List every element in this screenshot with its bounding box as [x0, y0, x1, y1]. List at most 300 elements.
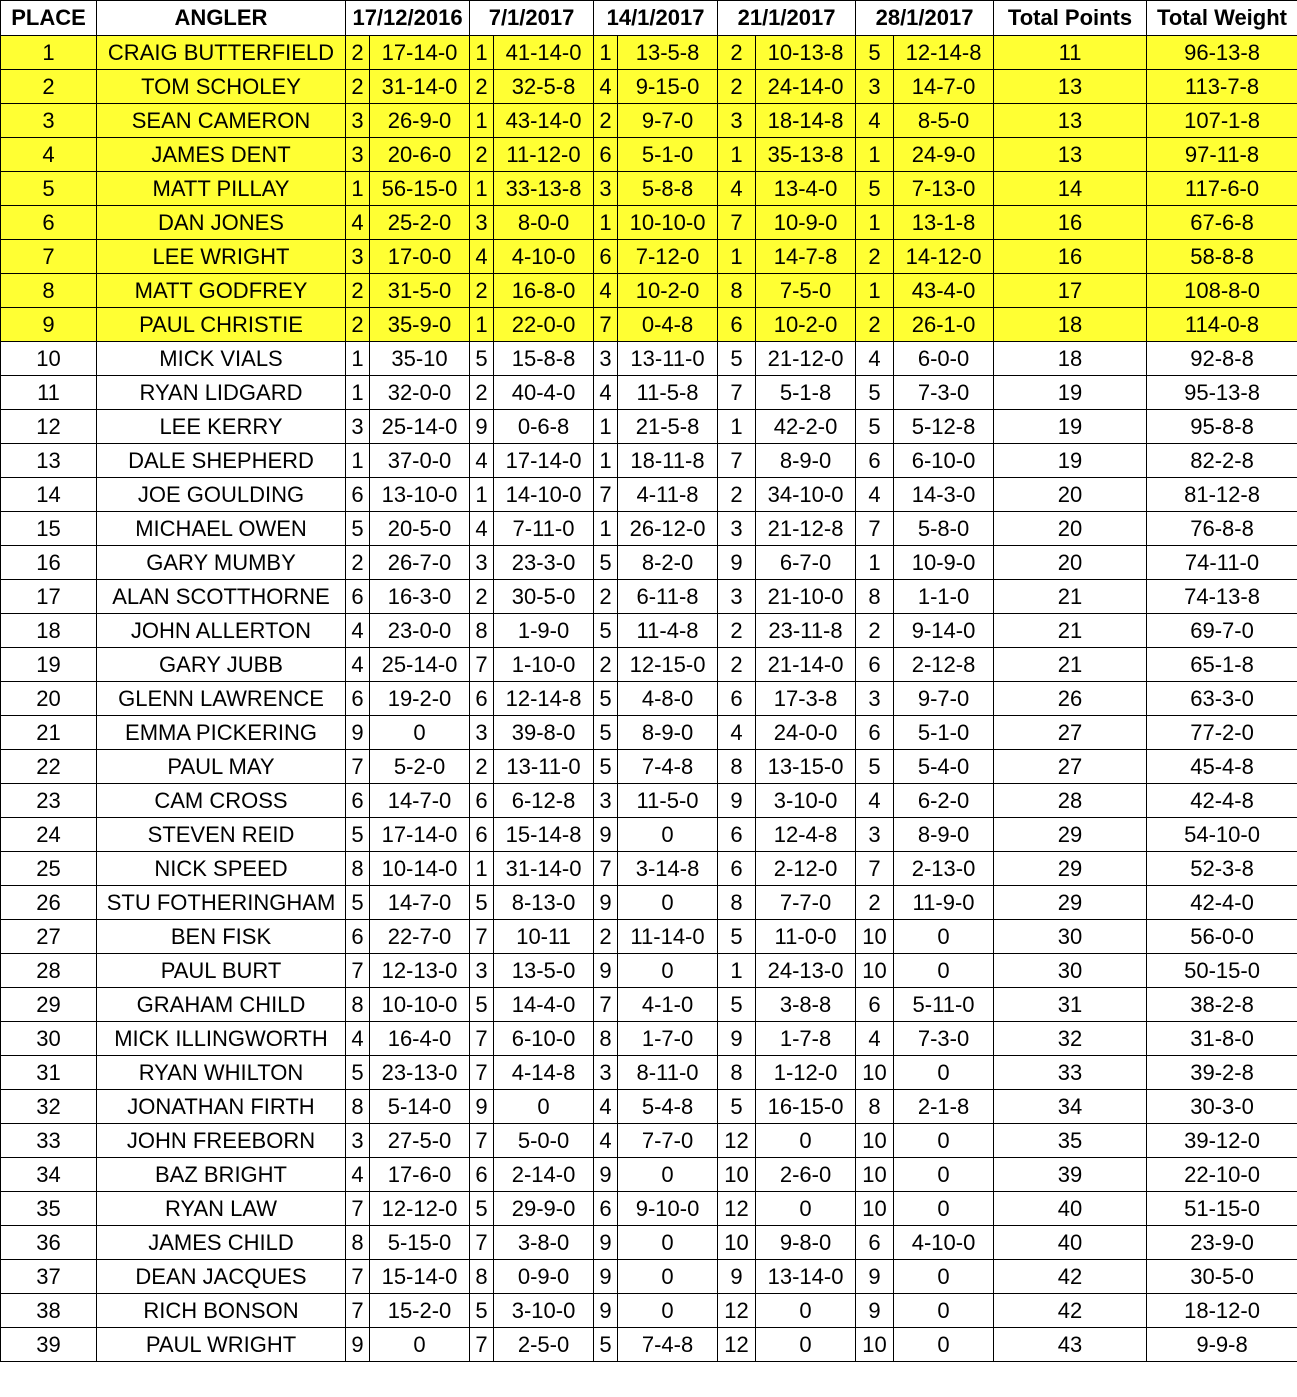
round-3-weight-cell[interactable]: 7-7-0 — [618, 1124, 718, 1158]
round-2-points-cell[interactable]: 2 — [470, 274, 494, 308]
angler-cell[interactable]: STEVEN REID — [97, 818, 346, 852]
round-5-weight-cell[interactable]: 0 — [894, 1260, 994, 1294]
round-5-points-cell[interactable]: 4 — [856, 342, 894, 376]
round-2-weight-cell[interactable]: 40-4-0 — [494, 376, 594, 410]
round-2-weight-cell[interactable]: 1-10-0 — [494, 648, 594, 682]
round-5-points-cell[interactable]: 7 — [856, 512, 894, 546]
place-cell[interactable]: 28 — [1, 954, 97, 988]
total-points-cell[interactable]: 28 — [994, 784, 1147, 818]
round-5-weight-cell[interactable]: 4-10-0 — [894, 1226, 994, 1260]
round-2-points-cell[interactable]: 7 — [470, 1328, 494, 1362]
round-5-points-cell[interactable]: 3 — [856, 818, 894, 852]
round-1-points-cell[interactable]: 1 — [346, 172, 370, 206]
round-1-weight-cell[interactable]: 27-5-0 — [370, 1124, 470, 1158]
round-1-points-cell[interactable]: 3 — [346, 410, 370, 444]
round-3-points-cell[interactable]: 5 — [594, 750, 618, 784]
total-points-cell[interactable]: 29 — [994, 818, 1147, 852]
round-3-weight-cell[interactable]: 5-4-8 — [618, 1090, 718, 1124]
round-2-weight-cell[interactable]: 31-14-0 — [494, 852, 594, 886]
round-1-points-cell[interactable]: 8 — [346, 1090, 370, 1124]
round-1-points-cell[interactable]: 2 — [346, 274, 370, 308]
round-5-points-cell[interactable]: 7 — [856, 852, 894, 886]
round-2-weight-cell[interactable]: 4-14-8 — [494, 1056, 594, 1090]
round-2-points-cell[interactable]: 1 — [470, 852, 494, 886]
round-4-points-cell[interactable]: 1 — [718, 240, 756, 274]
round-5-points-cell[interactable]: 5 — [856, 172, 894, 206]
round-5-weight-cell[interactable]: 0 — [894, 1328, 994, 1362]
total-weight-cell[interactable]: 96-13-8 — [1147, 36, 1297, 70]
round-1-weight-cell[interactable]: 12-13-0 — [370, 954, 470, 988]
round-2-weight-cell[interactable]: 6-10-0 — [494, 1022, 594, 1056]
place-cell[interactable]: 35 — [1, 1192, 97, 1226]
round-1-points-cell[interactable]: 2 — [346, 70, 370, 104]
round-2-points-cell[interactable]: 2 — [470, 580, 494, 614]
round-2-points-cell[interactable]: 3 — [470, 954, 494, 988]
place-cell[interactable]: 18 — [1, 614, 97, 648]
round-1-weight-cell[interactable]: 16-3-0 — [370, 580, 470, 614]
round-2-points-cell[interactable]: 9 — [470, 1090, 494, 1124]
round-1-weight-cell[interactable]: 17-14-0 — [370, 36, 470, 70]
round-5-points-cell[interactable]: 1 — [856, 206, 894, 240]
round-3-points-cell[interactable]: 1 — [594, 410, 618, 444]
place-cell[interactable]: 12 — [1, 410, 97, 444]
round-4-weight-cell[interactable]: 13-14-0 — [756, 1260, 856, 1294]
round-3-weight-cell[interactable]: 4-1-0 — [618, 988, 718, 1022]
round-4-points-cell[interactable]: 2 — [718, 478, 756, 512]
round-1-weight-cell[interactable]: 16-4-0 — [370, 1022, 470, 1056]
round-2-points-cell[interactable]: 4 — [470, 240, 494, 274]
round-4-points-cell[interactable]: 12 — [718, 1294, 756, 1328]
round-4-points-cell[interactable]: 2 — [718, 614, 756, 648]
round-2-points-cell[interactable]: 7 — [470, 1226, 494, 1260]
round-1-points-cell[interactable]: 9 — [346, 1328, 370, 1362]
round-1-weight-cell[interactable]: 14-7-0 — [370, 886, 470, 920]
place-cell[interactable]: 9 — [1, 308, 97, 342]
total-points-cell[interactable]: 35 — [994, 1124, 1147, 1158]
round-4-weight-cell[interactable]: 0 — [756, 1294, 856, 1328]
place-cell[interactable]: 5 — [1, 172, 97, 206]
round-1-weight-cell[interactable]: 37-0-0 — [370, 444, 470, 478]
round-4-points-cell[interactable]: 8 — [718, 750, 756, 784]
total-points-cell[interactable]: 40 — [994, 1192, 1147, 1226]
round-4-weight-cell[interactable]: 0 — [756, 1192, 856, 1226]
angler-cell[interactable]: MICK ILLINGWORTH — [97, 1022, 346, 1056]
round-4-points-cell[interactable]: 1 — [718, 410, 756, 444]
round-1-weight-cell[interactable]: 10-10-0 — [370, 988, 470, 1022]
angler-cell[interactable]: RICH BONSON — [97, 1294, 346, 1328]
round-1-weight-cell[interactable]: 32-0-0 — [370, 376, 470, 410]
round-2-weight-cell[interactable]: 43-14-0 — [494, 104, 594, 138]
angler-cell[interactable]: MATT PILLAY — [97, 172, 346, 206]
round-2-weight-cell[interactable]: 5-0-0 — [494, 1124, 594, 1158]
round-3-weight-cell[interactable]: 5-8-8 — [618, 172, 718, 206]
round-5-weight-cell[interactable]: 0 — [894, 1294, 994, 1328]
round-4-points-cell[interactable]: 5 — [718, 920, 756, 954]
place-cell[interactable]: 17 — [1, 580, 97, 614]
total-points-cell[interactable]: 29 — [994, 886, 1147, 920]
round-1-points-cell[interactable]: 3 — [346, 138, 370, 172]
round-5-points-cell[interactable]: 4 — [856, 1022, 894, 1056]
round-5-weight-cell[interactable]: 9-7-0 — [894, 682, 994, 716]
angler-cell[interactable]: GRAHAM CHILD — [97, 988, 346, 1022]
place-cell[interactable]: 25 — [1, 852, 97, 886]
round-3-points-cell[interactable]: 5 — [594, 546, 618, 580]
round-2-weight-cell[interactable]: 8-13-0 — [494, 886, 594, 920]
round-1-weight-cell[interactable]: 20-6-0 — [370, 138, 470, 172]
angler-cell[interactable]: GARY JUBB — [97, 648, 346, 682]
round-1-points-cell[interactable]: 7 — [346, 954, 370, 988]
round-4-weight-cell[interactable]: 1-7-8 — [756, 1022, 856, 1056]
round-4-points-cell[interactable]: 2 — [718, 648, 756, 682]
round-1-points-cell[interactable]: 1 — [346, 376, 370, 410]
round-1-weight-cell[interactable]: 14-7-0 — [370, 784, 470, 818]
round-5-weight-cell[interactable]: 0 — [894, 1056, 994, 1090]
total-weight-cell[interactable]: 31-8-0 — [1147, 1022, 1297, 1056]
round-2-weight-cell[interactable]: 8-0-0 — [494, 206, 594, 240]
round-3-points-cell[interactable]: 9 — [594, 1226, 618, 1260]
round-3-weight-cell[interactable]: 6-11-8 — [618, 580, 718, 614]
header-round-2[interactable]: 7/1/2017 — [470, 1, 594, 36]
round-4-points-cell[interactable]: 7 — [718, 376, 756, 410]
total-points-cell[interactable]: 39 — [994, 1158, 1147, 1192]
round-3-weight-cell[interactable]: 4-11-8 — [618, 478, 718, 512]
round-5-points-cell[interactable]: 1 — [856, 546, 894, 580]
round-2-points-cell[interactable]: 6 — [470, 1158, 494, 1192]
place-cell[interactable]: 29 — [1, 988, 97, 1022]
round-3-weight-cell[interactable]: 13-5-8 — [618, 36, 718, 70]
round-1-points-cell[interactable]: 5 — [346, 512, 370, 546]
round-2-points-cell[interactable]: 1 — [470, 308, 494, 342]
total-points-cell[interactable]: 18 — [994, 342, 1147, 376]
round-2-points-cell[interactable]: 3 — [470, 546, 494, 580]
round-4-weight-cell[interactable]: 10-2-0 — [756, 308, 856, 342]
round-3-points-cell[interactable]: 1 — [594, 512, 618, 546]
round-1-weight-cell[interactable]: 20-5-0 — [370, 512, 470, 546]
round-4-weight-cell[interactable]: 16-15-0 — [756, 1090, 856, 1124]
angler-cell[interactable]: JOHN ALLERTON — [97, 614, 346, 648]
round-2-weight-cell[interactable]: 2-14-0 — [494, 1158, 594, 1192]
total-weight-cell[interactable]: 65-1-8 — [1147, 648, 1297, 682]
round-1-points-cell[interactable]: 4 — [346, 1022, 370, 1056]
total-weight-cell[interactable]: 77-2-0 — [1147, 716, 1297, 750]
total-weight-cell[interactable]: 107-1-8 — [1147, 104, 1297, 138]
total-points-cell[interactable]: 17 — [994, 274, 1147, 308]
total-points-cell[interactable]: 13 — [994, 138, 1147, 172]
round-5-weight-cell[interactable]: 14-7-0 — [894, 70, 994, 104]
round-3-points-cell[interactable]: 7 — [594, 988, 618, 1022]
place-cell[interactable]: 16 — [1, 546, 97, 580]
total-weight-cell[interactable]: 67-6-8 — [1147, 206, 1297, 240]
round-5-weight-cell[interactable]: 0 — [894, 1192, 994, 1226]
angler-cell[interactable]: PAUL WRIGHT — [97, 1328, 346, 1362]
round-3-weight-cell[interactable]: 12-15-0 — [618, 648, 718, 682]
place-cell[interactable]: 21 — [1, 716, 97, 750]
round-4-weight-cell[interactable]: 7-7-0 — [756, 886, 856, 920]
round-1-points-cell[interactable]: 1 — [346, 444, 370, 478]
total-points-cell[interactable]: 26 — [994, 682, 1147, 716]
place-cell[interactable]: 23 — [1, 784, 97, 818]
round-2-weight-cell[interactable]: 14-4-0 — [494, 988, 594, 1022]
angler-cell[interactable]: SEAN CAMERON — [97, 104, 346, 138]
round-3-weight-cell[interactable]: 8-9-0 — [618, 716, 718, 750]
round-2-points-cell[interactable]: 1 — [470, 36, 494, 70]
round-3-weight-cell[interactable]: 11-5-0 — [618, 784, 718, 818]
total-weight-cell[interactable]: 39-2-8 — [1147, 1056, 1297, 1090]
round-4-weight-cell[interactable]: 42-2-0 — [756, 410, 856, 444]
place-cell[interactable]: 22 — [1, 750, 97, 784]
round-1-points-cell[interactable]: 6 — [346, 682, 370, 716]
round-2-points-cell[interactable]: 5 — [470, 1192, 494, 1226]
total-weight-cell[interactable]: 23-9-0 — [1147, 1226, 1297, 1260]
angler-cell[interactable]: PAUL CHRISTIE — [97, 308, 346, 342]
round-2-weight-cell[interactable]: 14-10-0 — [494, 478, 594, 512]
round-3-weight-cell[interactable]: 3-14-8 — [618, 852, 718, 886]
total-points-cell[interactable]: 21 — [994, 614, 1147, 648]
round-5-weight-cell[interactable]: 5-12-8 — [894, 410, 994, 444]
round-4-weight-cell[interactable]: 14-7-8 — [756, 240, 856, 274]
round-5-weight-cell[interactable]: 24-9-0 — [894, 138, 994, 172]
total-weight-cell[interactable]: 45-4-8 — [1147, 750, 1297, 784]
round-1-points-cell[interactable]: 4 — [346, 648, 370, 682]
round-1-weight-cell[interactable]: 0 — [370, 1328, 470, 1362]
round-5-weight-cell[interactable]: 11-9-0 — [894, 886, 994, 920]
round-5-points-cell[interactable]: 5 — [856, 36, 894, 70]
total-points-cell[interactable]: 32 — [994, 1022, 1147, 1056]
round-1-points-cell[interactable]: 6 — [346, 784, 370, 818]
round-3-points-cell[interactable]: 9 — [594, 1294, 618, 1328]
round-5-points-cell[interactable]: 6 — [856, 444, 894, 478]
round-2-weight-cell[interactable]: 0-9-0 — [494, 1260, 594, 1294]
round-5-weight-cell[interactable]: 9-14-0 — [894, 614, 994, 648]
round-4-weight-cell[interactable]: 0 — [756, 1124, 856, 1158]
round-2-weight-cell[interactable]: 13-5-0 — [494, 954, 594, 988]
round-2-weight-cell[interactable]: 13-11-0 — [494, 750, 594, 784]
place-cell[interactable]: 26 — [1, 886, 97, 920]
angler-cell[interactable]: JOHN FREEBORN — [97, 1124, 346, 1158]
round-5-weight-cell[interactable]: 7-3-0 — [894, 376, 994, 410]
header-round-1[interactable]: 17/12/2016 — [346, 1, 470, 36]
round-4-weight-cell[interactable]: 2-6-0 — [756, 1158, 856, 1192]
round-4-points-cell[interactable]: 7 — [718, 206, 756, 240]
round-5-weight-cell[interactable]: 2-1-8 — [894, 1090, 994, 1124]
total-weight-cell[interactable]: 51-15-0 — [1147, 1192, 1297, 1226]
round-3-weight-cell[interactable]: 0 — [618, 1226, 718, 1260]
round-4-points-cell[interactable]: 9 — [718, 1022, 756, 1056]
round-3-points-cell[interactable]: 5 — [594, 682, 618, 716]
total-weight-cell[interactable]: 92-8-8 — [1147, 342, 1297, 376]
total-points-cell[interactable]: 11 — [994, 36, 1147, 70]
round-1-points-cell[interactable]: 6 — [346, 478, 370, 512]
round-4-weight-cell[interactable]: 24-14-0 — [756, 70, 856, 104]
angler-cell[interactable]: JONATHAN FIRTH — [97, 1090, 346, 1124]
round-3-points-cell[interactable]: 8 — [594, 1022, 618, 1056]
total-points-cell[interactable]: 27 — [994, 716, 1147, 750]
round-5-points-cell[interactable]: 1 — [856, 138, 894, 172]
round-5-points-cell[interactable]: 4 — [856, 784, 894, 818]
total-weight-cell[interactable]: 50-15-0 — [1147, 954, 1297, 988]
round-4-points-cell[interactable]: 2 — [718, 70, 756, 104]
round-4-points-cell[interactable]: 4 — [718, 716, 756, 750]
round-1-weight-cell[interactable]: 5-15-0 — [370, 1226, 470, 1260]
round-3-points-cell[interactable]: 6 — [594, 240, 618, 274]
angler-cell[interactable]: RYAN LIDGARD — [97, 376, 346, 410]
total-weight-cell[interactable]: 42-4-8 — [1147, 784, 1297, 818]
round-5-points-cell[interactable]: 10 — [856, 1158, 894, 1192]
round-3-points-cell[interactable]: 1 — [594, 36, 618, 70]
angler-cell[interactable]: MATT GODFREY — [97, 274, 346, 308]
round-3-weight-cell[interactable]: 8-11-0 — [618, 1056, 718, 1090]
round-3-weight-cell[interactable]: 9-10-0 — [618, 1192, 718, 1226]
round-1-points-cell[interactable]: 8 — [346, 1226, 370, 1260]
header-place[interactable]: PLACE — [1, 1, 97, 36]
round-2-weight-cell[interactable]: 15-14-8 — [494, 818, 594, 852]
round-1-weight-cell[interactable]: 10-14-0 — [370, 852, 470, 886]
round-4-weight-cell[interactable]: 6-7-0 — [756, 546, 856, 580]
round-1-points-cell[interactable]: 5 — [346, 886, 370, 920]
round-4-points-cell[interactable]: 4 — [718, 172, 756, 206]
round-2-weight-cell[interactable]: 33-13-8 — [494, 172, 594, 206]
angler-cell[interactable]: PAUL MAY — [97, 750, 346, 784]
header-round-4[interactable]: 21/1/2017 — [718, 1, 856, 36]
round-5-points-cell[interactable]: 2 — [856, 240, 894, 274]
round-1-points-cell[interactable]: 4 — [346, 206, 370, 240]
round-4-weight-cell[interactable]: 8-9-0 — [756, 444, 856, 478]
total-weight-cell[interactable]: 69-7-0 — [1147, 614, 1297, 648]
round-5-weight-cell[interactable]: 7-3-0 — [894, 1022, 994, 1056]
round-3-points-cell[interactable]: 9 — [594, 1158, 618, 1192]
round-5-weight-cell[interactable]: 6-10-0 — [894, 444, 994, 478]
round-5-points-cell[interactable]: 2 — [856, 308, 894, 342]
round-5-points-cell[interactable]: 1 — [856, 274, 894, 308]
header-total-weight[interactable]: Total Weight — [1147, 1, 1297, 36]
angler-cell[interactable]: BAZ BRIGHT — [97, 1158, 346, 1192]
round-3-weight-cell[interactable]: 9-7-0 — [618, 104, 718, 138]
round-1-weight-cell[interactable]: 15-14-0 — [370, 1260, 470, 1294]
total-points-cell[interactable]: 30 — [994, 920, 1147, 954]
round-5-points-cell[interactable]: 2 — [856, 886, 894, 920]
place-cell[interactable]: 6 — [1, 206, 97, 240]
round-3-points-cell[interactable]: 4 — [594, 1124, 618, 1158]
round-2-weight-cell[interactable]: 32-5-8 — [494, 70, 594, 104]
round-1-points-cell[interactable]: 5 — [346, 818, 370, 852]
round-4-points-cell[interactable]: 1 — [718, 954, 756, 988]
round-5-weight-cell[interactable]: 0 — [894, 954, 994, 988]
round-3-weight-cell[interactable]: 0 — [618, 818, 718, 852]
round-2-points-cell[interactable]: 2 — [470, 70, 494, 104]
round-5-points-cell[interactable]: 10 — [856, 954, 894, 988]
round-3-weight-cell[interactable]: 0-4-8 — [618, 308, 718, 342]
round-5-points-cell[interactable]: 10 — [856, 1192, 894, 1226]
round-1-points-cell[interactable]: 4 — [346, 614, 370, 648]
total-points-cell[interactable]: 42 — [994, 1294, 1147, 1328]
total-weight-cell[interactable]: 9-9-8 — [1147, 1328, 1297, 1362]
round-1-points-cell[interactable]: 8 — [346, 852, 370, 886]
round-3-weight-cell[interactable]: 18-11-8 — [618, 444, 718, 478]
round-2-weight-cell[interactable]: 0-6-8 — [494, 410, 594, 444]
total-weight-cell[interactable]: 76-8-8 — [1147, 512, 1297, 546]
round-3-points-cell[interactable]: 3 — [594, 784, 618, 818]
round-1-points-cell[interactable]: 2 — [346, 36, 370, 70]
round-4-weight-cell[interactable]: 12-4-8 — [756, 818, 856, 852]
round-1-weight-cell[interactable]: 23-0-0 — [370, 614, 470, 648]
round-5-weight-cell[interactable]: 6-0-0 — [894, 342, 994, 376]
place-cell[interactable]: 1 — [1, 36, 97, 70]
round-3-points-cell[interactable]: 4 — [594, 70, 618, 104]
round-3-points-cell[interactable]: 6 — [594, 1192, 618, 1226]
round-4-points-cell[interactable]: 9 — [718, 1260, 756, 1294]
total-weight-cell[interactable]: 95-8-8 — [1147, 410, 1297, 444]
round-3-points-cell[interactable]: 2 — [594, 920, 618, 954]
round-5-points-cell[interactable]: 10 — [856, 1124, 894, 1158]
round-1-weight-cell[interactable]: 35-9-0 — [370, 308, 470, 342]
round-4-points-cell[interactable]: 8 — [718, 886, 756, 920]
round-2-points-cell[interactable]: 1 — [470, 104, 494, 138]
round-5-points-cell[interactable]: 5 — [856, 410, 894, 444]
total-weight-cell[interactable]: 63-3-0 — [1147, 682, 1297, 716]
round-5-points-cell[interactable]: 5 — [856, 376, 894, 410]
round-4-points-cell[interactable]: 5 — [718, 1090, 756, 1124]
place-cell[interactable]: 30 — [1, 1022, 97, 1056]
round-5-weight-cell[interactable]: 12-14-8 — [894, 36, 994, 70]
total-weight-cell[interactable]: 56-0-0 — [1147, 920, 1297, 954]
round-3-points-cell[interactable]: 4 — [594, 274, 618, 308]
round-2-points-cell[interactable]: 7 — [470, 1124, 494, 1158]
total-points-cell[interactable]: 30 — [994, 954, 1147, 988]
round-2-points-cell[interactable]: 3 — [470, 716, 494, 750]
round-2-points-cell[interactable]: 5 — [470, 1294, 494, 1328]
round-3-points-cell[interactable]: 2 — [594, 104, 618, 138]
angler-cell[interactable]: STU FOTHERINGHAM — [97, 886, 346, 920]
round-2-weight-cell[interactable]: 29-9-0 — [494, 1192, 594, 1226]
round-4-points-cell[interactable]: 12 — [718, 1192, 756, 1226]
total-points-cell[interactable]: 13 — [994, 70, 1147, 104]
round-5-weight-cell[interactable]: 14-3-0 — [894, 478, 994, 512]
round-2-points-cell[interactable]: 8 — [470, 614, 494, 648]
round-4-weight-cell[interactable]: 24-0-0 — [756, 716, 856, 750]
round-1-weight-cell[interactable]: 25-2-0 — [370, 206, 470, 240]
total-points-cell[interactable]: 31 — [994, 988, 1147, 1022]
round-1-points-cell[interactable]: 8 — [346, 988, 370, 1022]
angler-cell[interactable]: PAUL BURT — [97, 954, 346, 988]
round-1-weight-cell[interactable]: 25-14-0 — [370, 410, 470, 444]
round-3-weight-cell[interactable]: 21-5-8 — [618, 410, 718, 444]
round-4-points-cell[interactable]: 12 — [718, 1124, 756, 1158]
round-1-weight-cell[interactable]: 13-10-0 — [370, 478, 470, 512]
round-3-weight-cell[interactable]: 0 — [618, 886, 718, 920]
round-3-points-cell[interactable]: 1 — [594, 444, 618, 478]
round-4-weight-cell[interactable]: 9-8-0 — [756, 1226, 856, 1260]
round-4-weight-cell[interactable]: 7-5-0 — [756, 274, 856, 308]
place-cell[interactable]: 19 — [1, 648, 97, 682]
angler-cell[interactable]: TOM SCHOLEY — [97, 70, 346, 104]
place-cell[interactable]: 24 — [1, 818, 97, 852]
total-points-cell[interactable]: 14 — [994, 172, 1147, 206]
round-4-points-cell[interactable]: 6 — [718, 852, 756, 886]
place-cell[interactable]: 7 — [1, 240, 97, 274]
round-3-weight-cell[interactable]: 11-14-0 — [618, 920, 718, 954]
round-4-weight-cell[interactable]: 13-4-0 — [756, 172, 856, 206]
round-3-points-cell[interactable]: 3 — [594, 1056, 618, 1090]
total-points-cell[interactable]: 20 — [994, 546, 1147, 580]
round-3-weight-cell[interactable]: 7-4-8 — [618, 1328, 718, 1362]
round-2-weight-cell[interactable]: 11-12-0 — [494, 138, 594, 172]
place-cell[interactable]: 39 — [1, 1328, 97, 1362]
round-1-points-cell[interactable]: 4 — [346, 1158, 370, 1192]
round-4-points-cell[interactable]: 5 — [718, 988, 756, 1022]
total-weight-cell[interactable]: 117-6-0 — [1147, 172, 1297, 206]
round-1-weight-cell[interactable]: 31-14-0 — [370, 70, 470, 104]
round-3-points-cell[interactable]: 5 — [594, 614, 618, 648]
